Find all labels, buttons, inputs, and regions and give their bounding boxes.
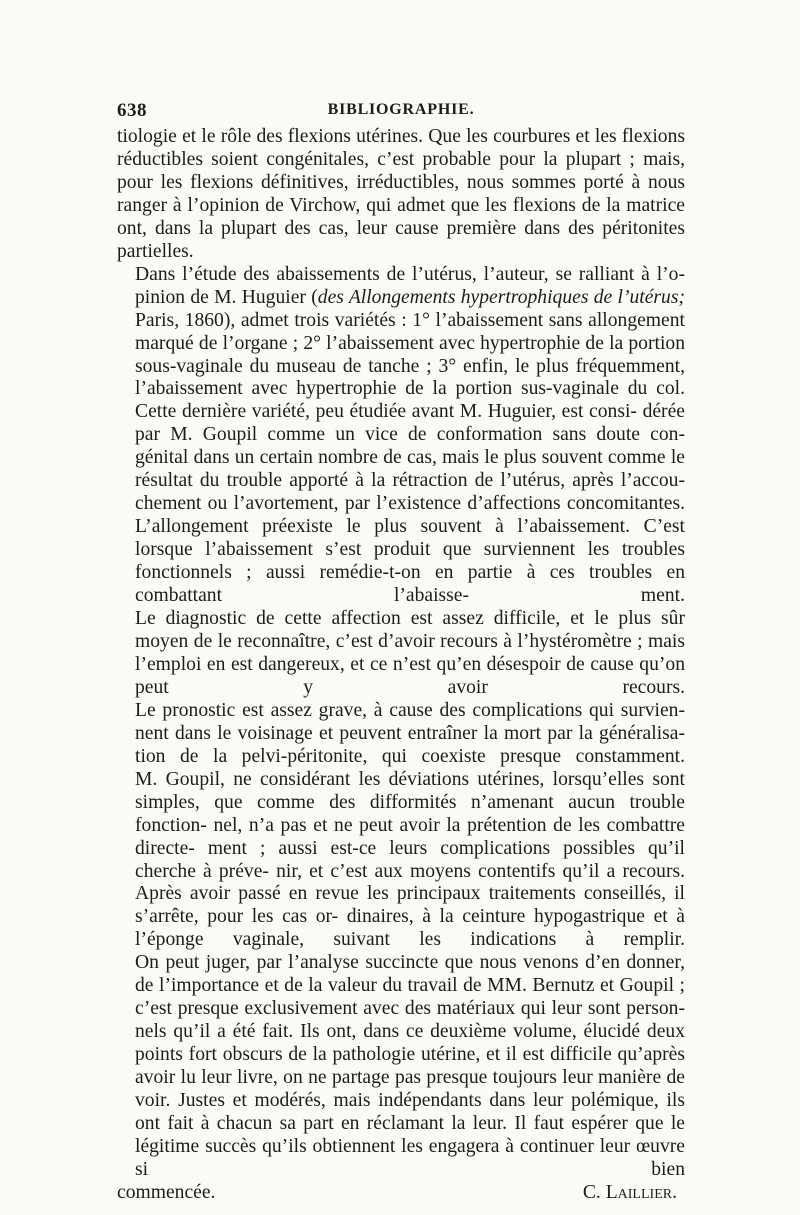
paragraph (117, 401, 685, 608)
paragraph (117, 264, 685, 402)
text-line: indications à remplir. (470, 929, 685, 951)
text-line: chement ou l’avortement, par l’existence d’affections concomitantes. (135, 493, 685, 515)
page-header (117, 100, 685, 126)
text-line: ranger à l’opinion de Virchow, qui admet que les flexions de la matrice (117, 194, 685, 216)
text-line: c’est presque exclusivement avec des matériaux qui leur sont person- (135, 998, 685, 1020)
closing-line (117, 1182, 685, 1205)
text-line: l’abaissement s’est produit que surviennent les troubles fonctionnels ; (135, 539, 685, 584)
paragraph (117, 952, 685, 1182)
body-text (117, 126, 685, 1205)
text-line: l’abaissement avec hypertrophie de la portion sus-vaginale du col. (135, 378, 685, 400)
text-line: Dans l’étude des abaissements de l’utérus, l’auteur, se ralliant à l’o- (135, 263, 685, 285)
text-line: aussi remédie-t-on en partie à ces troubles en combattant l’abaisse- (135, 562, 685, 607)
text-line: dinaires, à la ceinture hypogastrique et à l’éponge vaginale, suivant les (135, 906, 685, 951)
text-line: Paris, 1860), admet trois variétés : 1° l’abaissement sans allongement (135, 309, 685, 331)
paragraph (117, 126, 685, 264)
text-line: commencée. (117, 1181, 216, 1203)
running-head: BIBLIOGRAPHIE. (327, 101, 475, 118)
text-line: à chacun sa part en réclamant la leur. Il faut espérer que le légitime (135, 1112, 685, 1157)
citation-title: des Allongements hypertrophiques de l’utérus; (317, 286, 685, 308)
text-line: de l’importance et de la valeur du travail de MM. Bernutz et Goupil ; (135, 975, 685, 997)
text-line: l’emploi en est dangereux, et ce n’est qu’en désespoir de cause qu’on (135, 653, 685, 675)
text-line: pour les flexions définitives, irréductibles, nous sommes porté à nous (117, 171, 685, 193)
text-line: marqué de l’organe ; 2° l’abaissement avec hypertrophie de la portion (135, 332, 685, 354)
paragraph (117, 700, 685, 769)
paragraph (117, 769, 685, 953)
text-line: Le diagnostic de cette affection est assez difficile, et le plus sûr (135, 608, 685, 630)
text-line: réductibles soient congénitales, c’est probable pour la plupart ; mais, (117, 148, 685, 170)
text-line: ont, dans la plupart des cas, leur cause première dans des péritonites (117, 217, 685, 239)
text-line: simples, que comme des difformités n’amenant aucun trouble fonction- (135, 791, 685, 836)
text-line: M. Goupil, ne considérant les déviations utérines, lorsqu’elles sont (135, 768, 685, 790)
text-line: nel, n’a pas et ne peut avoir la prétention de les combattre directe- (135, 814, 686, 859)
text-line: Cette dernière variété, peu étudiée avant M. Huguier, est consi- (135, 401, 637, 423)
text-line: Justes et modérés, mais indépendants dans leur polémique, ils ont fait (135, 1090, 685, 1134)
text-line: lu leur livre, on ne partage pas presque toujours leur manière de voir. (135, 1067, 685, 1112)
text-line: nir, et c’est aux moyens contentifs qu’il a recours. Après avoir passé en (135, 860, 686, 905)
author-signature: C. Laillier. (582, 1181, 677, 1203)
text-line: moyen de le reconnaître, c’est d’avoir recours à l’hystéromètre ; mais (135, 630, 685, 652)
text-line: tiologie et le rôle des flexions utérines. Que les courbures et les flexions (117, 126, 685, 147)
text-line: dérée par M. Goupil comme un vice de conformation sans doute con- (135, 401, 685, 446)
text-line: revue les principaux traitements conseillés, il s’arrête, pour les cas or- (135, 883, 685, 928)
text-line: succès qu’ils obtiennent les engagera à continuer leur œuvre si bien (135, 1135, 685, 1180)
text-line: partielles. (117, 240, 194, 262)
text-line: nels qu’il a été fait. Ils ont, dans ce deuxième volume, élucidé deux points (135, 1021, 685, 1066)
text-line: le résultat du trouble apporté à la rétraction de l’utérus, après l’accou- (135, 447, 685, 492)
text-line: ment. (640, 585, 685, 607)
text-line: pinion de M. Huguier ( (135, 286, 318, 308)
text-line: peut y avoir recours. (135, 676, 685, 698)
text-line: fort obscurs de la pathologie utérine, et il est difficile qu’après avoir (135, 1044, 685, 1089)
paragraph (117, 608, 685, 700)
text-line: tion de la pelvi-péritonite, qui coexiste presque constamment. (135, 745, 685, 767)
text-line: génital dans un certain nombre de cas, mais le plus souvent comme (135, 447, 666, 469)
text-line: sous-vaginale du museau de tanche ; 3° enfin, le plus fréquemment, (135, 355, 685, 377)
text-line: ment ; aussi est-ce leurs complications possibles qu’il cherche à préve- (135, 837, 685, 882)
page-number: 638 (117, 100, 147, 121)
text-line: L’allongement préexiste le plus souvent à l’abaissement. C’est lorsque (135, 516, 685, 561)
text-line: On peut juger, par l’analyse succincte que nous venons d’en donner, (135, 952, 685, 974)
text-line: Le pronostic est assez grave, à cause des complications qui survien- (135, 699, 685, 721)
text-line: nent dans le voisinage et peuvent entraîner la mort par la généralisa- (135, 722, 685, 744)
